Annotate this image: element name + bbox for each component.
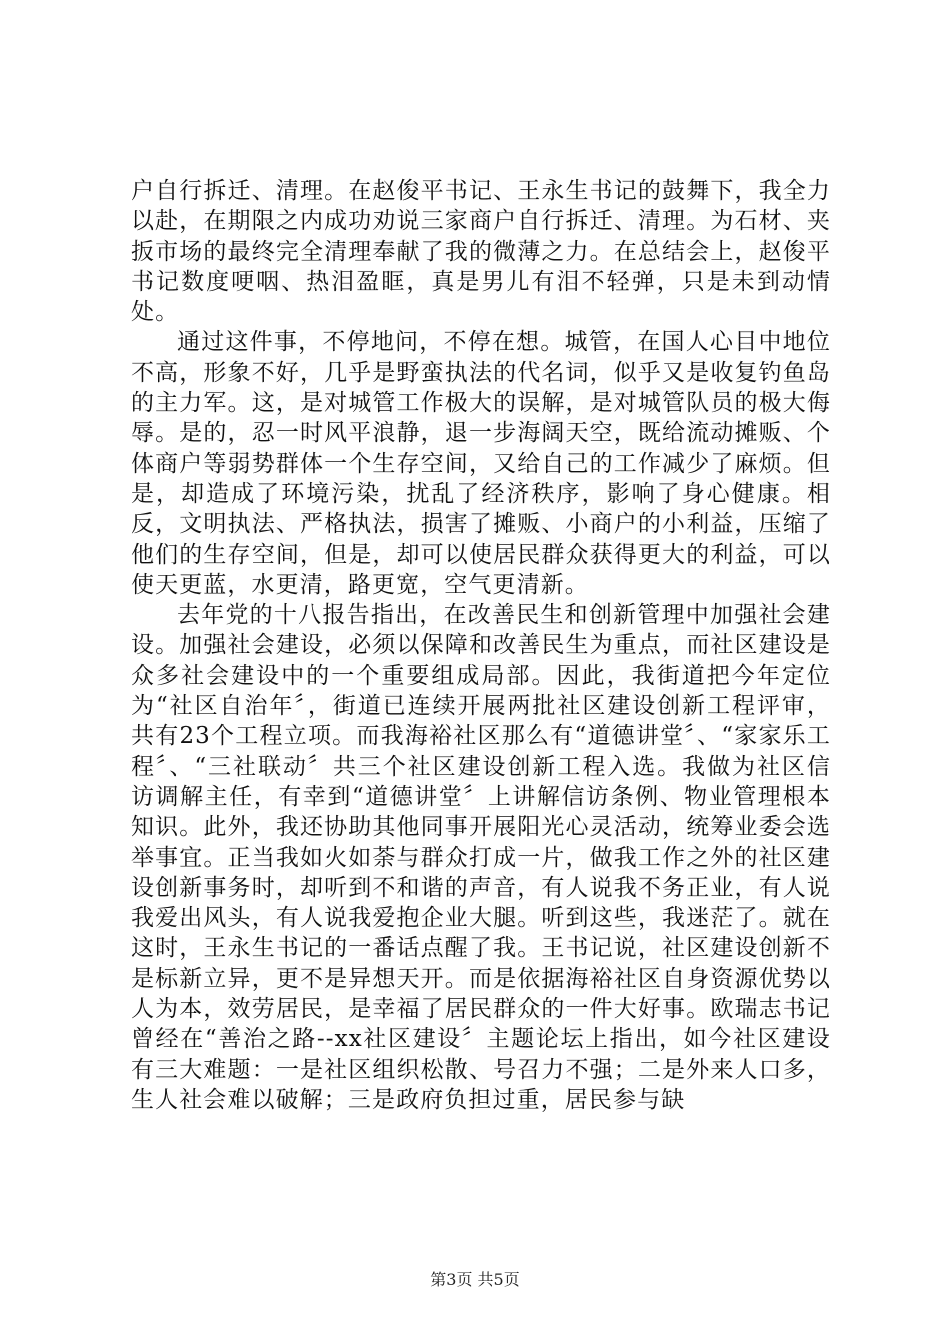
paragraph-urban-management: 通过这件事，不停地问，不停在想。城管，在国人心目中地位不高，形象不好，几乎是野蛮执法的代名词，似乎又是收复钓鱼岛的主力军。这，是对城管工作极大的误解，是对城管队员的极大侮辱。是的，忍一时风平浪静，退一步海阔天空，既给流动摊贩、个体商户等弱势群体一个生存空间，又给自己的工作减少了麻烦。但是，却造成了环境污染，扰乱了经济秩序，影响了身心健康。相反，文明执法、严格执法，损害了摊贩、小商户的小利益，压缩了他们的生存空间，但是，却可以使居民群众获得更大的利益，可以使天更蓝，水更清，路更宽，空气更清新。 [131, 329, 831, 598]
document-body [131, 176, 831, 1115]
page-footer: 第3页 共5页 [430, 1270, 520, 1289]
paragraph-continued: 户自行拆迁、清理。在赵俊平书记、王永生书记的鼓舞下，我全力以赴，在期限之内成功劝说三家商户自行拆迁、清理。为石材、夹扳市场的最终完全清理奉献了我的微薄之力。在总结会上，赵俊平书记数度哽咽、热泪盈眶，真是男儿有泪不轻弹，只是未到动情处。 [131, 178, 831, 326]
paragraph-community-building: 去年党的十八报告指出，在改善民生和创新管理中加强社会建设。加强社会建设，必须以保障和改善民生为重点，而社区建设是众多社会建设中的一个重要组成局部。因此，我街道把今年定位为“社区自治年〞，街道已连续开展两批社区建设创新工程评审，共有23个工程立项。而我海裕社区那么有“道德讲堂〞、“家家乐工程〞、“三社联动〞共三个社区建设创新工程入选。我做为社区信访调解主任，有幸到“道德讲堂〞上讲解信访条例、物业管理根本知识。此外，我还协助其他同事开展阳光心灵活动，统筹业委会选举事宜。正当我如火如荼与群众打成一片，做我工作之外的社区建设创新事务时，却听到不和谐的声音，有人说我不务正业，有人说我爱出风头，有人说我爱抱企业大腿。听到这些，我迷茫了。就在这时，王永生书记的一番话点醒了我。王书记说，社区建设创新不是标新立异，更不是异想天开。而是依据海裕社区自身资源优势以人为本，效劳居民，是幸福了居民群众的一件大好事。欧瑞志书记曾经在“善治之路--xx社区建设〞主题论坛上指出，如今社区建设有三大难题：一是社区组织松散、号召力不强；二是外来人口多，生人社会难以破解；三是政府负担过重，居民参与缺 [131, 602, 831, 1113]
